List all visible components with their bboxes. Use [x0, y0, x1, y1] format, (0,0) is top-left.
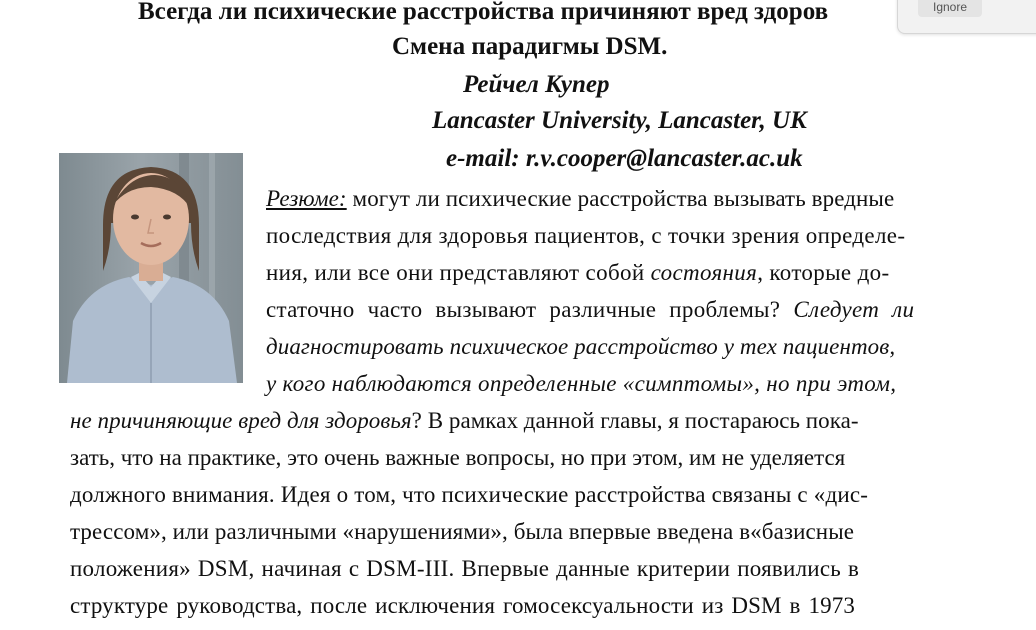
- author-photo: [59, 153, 243, 383]
- abstract-line-5: диагностировать психическое расстройство у тех пациентов,: [266, 334, 896, 359]
- author-portrait-icon: [59, 153, 243, 383]
- ignore-button[interactable]: Ignore: [918, 0, 982, 17]
- abstract-line-12: структуре руководства, после исключения гомосексуальности из DSM в 1973: [70, 593, 856, 618]
- abstract-line-6: у кого наблюдаются определенные «симптомы», но при этом,: [266, 371, 897, 396]
- author-email: e-mail: r.v.cooper@lancaster.ac.uk: [446, 145, 803, 172]
- author-name: Рейчел Купер: [463, 71, 610, 98]
- abstract-line-7: не причиняющие вред для здоровья? В рамках данной главы, я постараюсь пока-: [70, 408, 859, 433]
- abstract-line-11: положения» DSM, начиная с DSM-III. Впервые данные критерии появились в: [70, 556, 860, 581]
- abstract-line-9: должного внимания. Идея о том, что психические расстройства связаны с «дис-: [70, 482, 869, 507]
- abstract-line-3: ния, или все они представляют собой состояния, которые до-: [266, 260, 890, 285]
- abstract-line-1: Резюме: могут ли психические расстройства вызывать вредные: [266, 186, 895, 211]
- abstract-label: Резюме:: [266, 186, 347, 211]
- title-line-1: Всегда ли психические расстройства причиняют вред здоров: [138, 0, 829, 25]
- abstract-line-4: статочно часто вызывают различные проблемы? Следует ли: [266, 297, 915, 322]
- abstract-line-10: трессом», или различными «нарушениями», была впервые введена в«базисные: [70, 519, 855, 544]
- suggestion-popup: [897, 0, 1036, 34]
- title-line-2: Смена парадигмы DSM.: [392, 33, 668, 60]
- abstract-line-8: зать, что на практике, это очень важные вопросы, но при этом, им не уделяется: [70, 445, 846, 470]
- abstract-line-2: последствия для здоровья пациентов, с точки зрения определе-: [266, 223, 906, 248]
- author-affiliation: Lancaster University, Lancaster, UK: [432, 107, 807, 134]
